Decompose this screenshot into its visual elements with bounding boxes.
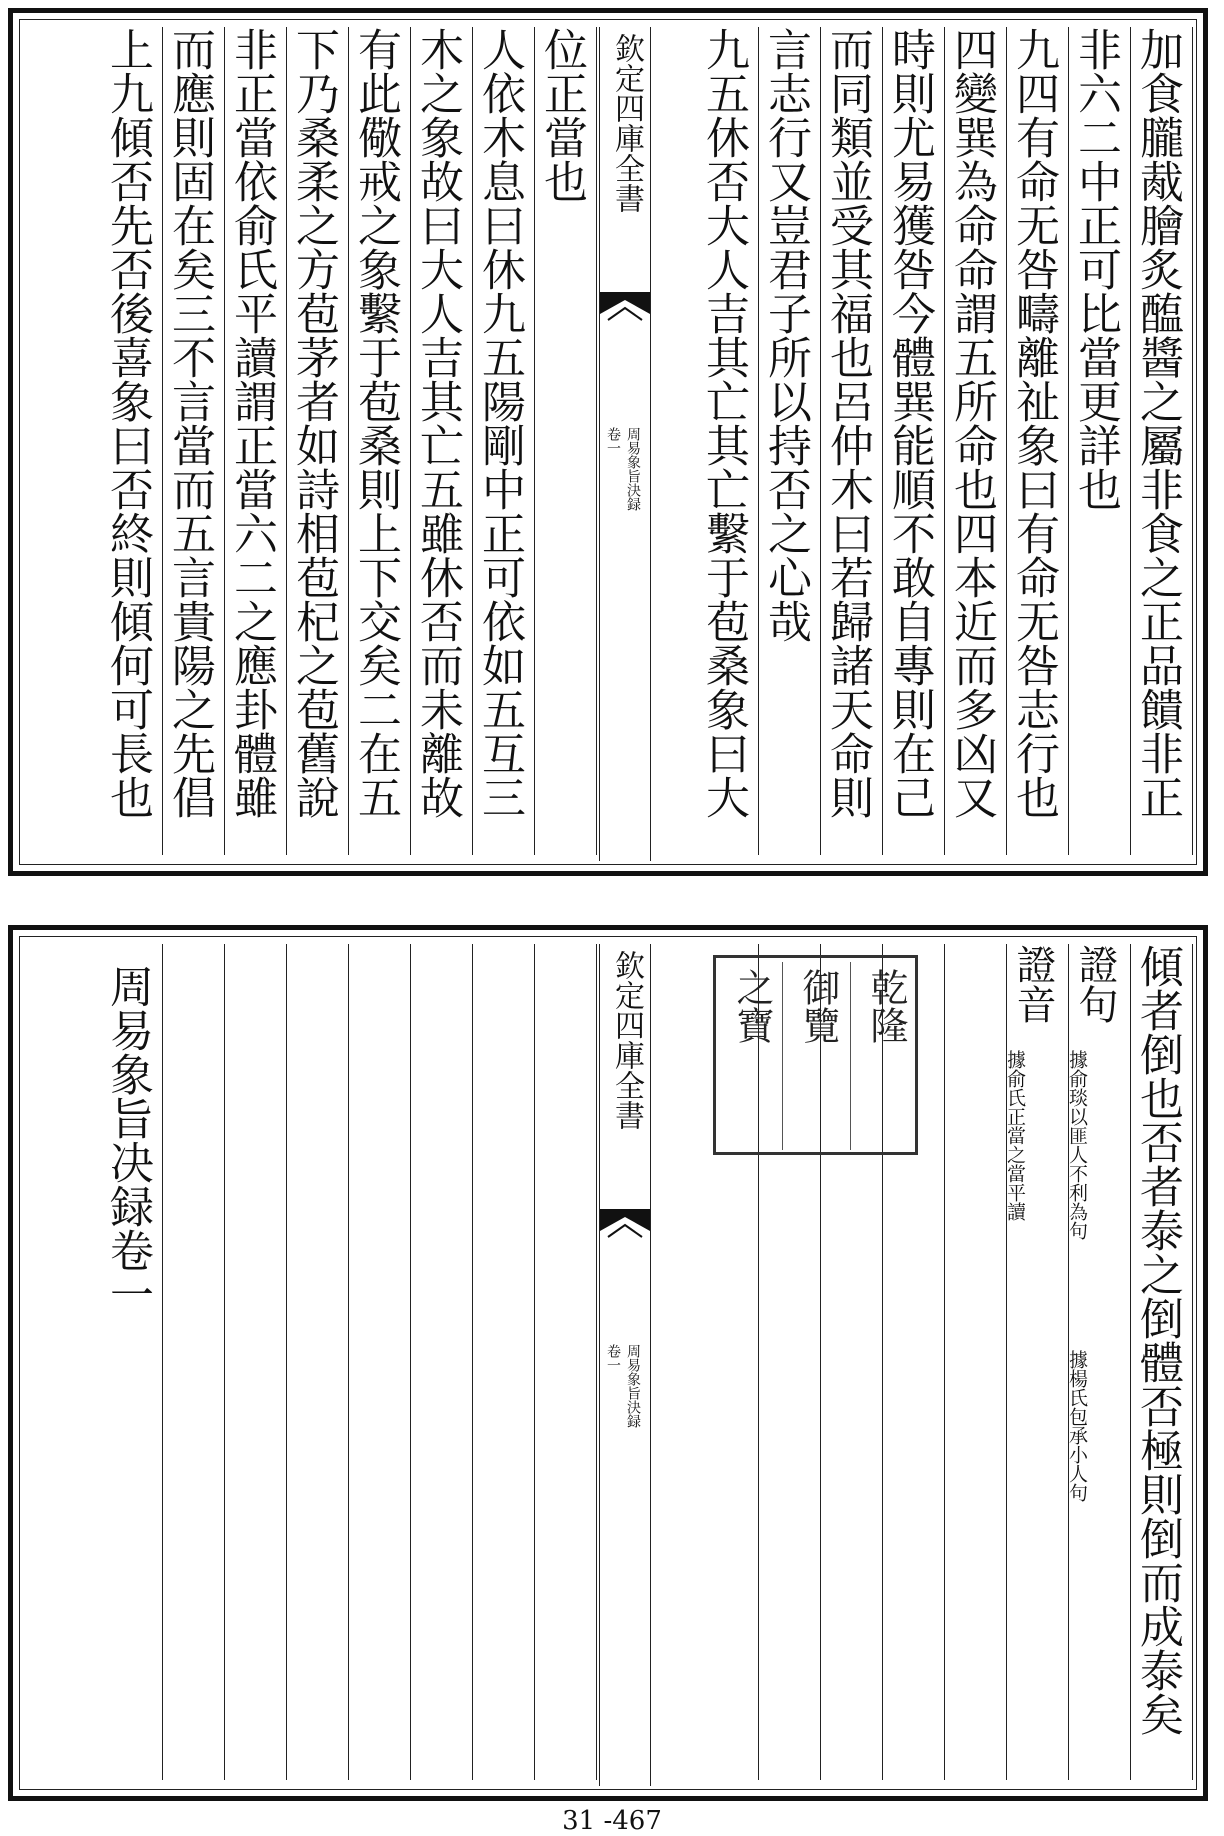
- seal-text: 之寶: [730, 968, 774, 1044]
- empty-column: [403, 944, 473, 1780]
- text-column-8: 九五休否大人吉其亡其亡繫于苞桑象曰大: [689, 27, 759, 855]
- empty-column: [465, 944, 535, 1780]
- annotation-note-a: 據俞琰以匪人不利為句: [1066, 1050, 1088, 1240]
- empty-column: [155, 944, 225, 1780]
- text-column-7: 言志行又豈君子所以持否之心哉: [751, 27, 821, 855]
- fish-tail-mark-icon: [600, 292, 650, 342]
- annotation-note-c: 據俞氏正當之當平讀: [1004, 1050, 1026, 1221]
- page-number: 31 -467: [562, 1806, 662, 1836]
- book-title-label: 周易象旨決録: [625, 427, 641, 511]
- empty-column: [279, 944, 349, 1780]
- text-column-14: 非正當依俞氏平讀謂正當六二之應卦體雖: [217, 27, 287, 855]
- text-column-5: 時則尤易獲咎今體巽能順不敢自專則在己: [875, 27, 945, 855]
- volume-label: 卷一: [605, 427, 621, 455]
- text-column-2: 非六二中正可比當更詳也: [1061, 27, 1131, 855]
- text-column-6: 而同類並受其福也呂仲木曰若歸諸天命則: [813, 27, 883, 855]
- text-column-15: 而應則固在矣三不言當而五言貴陽之先倡: [155, 27, 225, 855]
- text-column-12: 有此儆戒之象繫于苞桑則上下交矣二在五: [341, 27, 411, 855]
- text-column-11: 木之象故曰大人吉其亡五雖休否而未離故: [403, 27, 473, 855]
- text-column-10: 人依木息曰休九五陽剛中正可依如五互三: [465, 27, 535, 855]
- text-column-1: 加食朧胾膾炙醢醬之屬非食之正品饋非正: [1123, 27, 1193, 855]
- center-fold: [599, 27, 651, 861]
- library-label: 欽定四庫全書: [609, 950, 644, 1130]
- book-title-label: 周易象旨決録: [625, 1344, 641, 1428]
- text-column-13: 下乃桑柔之方苞茅者如詩相苞杞之苞舊說: [279, 27, 349, 855]
- text-column-16: 上九傾否先否後喜象曰否終則傾何可長也: [93, 27, 163, 855]
- empty-column: [527, 944, 597, 1780]
- upper-document-page: [8, 8, 1208, 876]
- center-fold: [599, 944, 651, 1786]
- annotation-note-b: 據楊氏包承小人句: [1066, 1350, 1088, 1502]
- library-label: 欽定四庫全書: [609, 33, 644, 213]
- seal-text: 御覽: [796, 968, 840, 1044]
- annotation-head: 證音: [1010, 944, 1056, 1024]
- imperial-seal: [713, 955, 918, 1155]
- annotation-head: 證句: [1072, 944, 1118, 1024]
- empty-column: [217, 944, 287, 1780]
- empty-column: [937, 944, 1007, 1780]
- text-column-4: 四變巽為命命謂五所命也四本近而多凶又: [937, 27, 1007, 855]
- text-column-9: 位正當也: [527, 27, 597, 855]
- text-column-1: 傾者倒也否者泰之倒體否極則倒而成泰矣: [1123, 944, 1193, 1780]
- lower-document-page: [8, 925, 1208, 1801]
- text-column-3: 九四有命无咎疇離祉象曰有命无咎志行也: [999, 27, 1069, 855]
- volume-label: 卷一: [605, 1344, 621, 1372]
- seal-text: 乾隆: [864, 968, 908, 1044]
- empty-column: [341, 944, 411, 1780]
- volume-end-title: 周易象旨决録卷一: [93, 944, 163, 1780]
- fish-tail-mark-icon: [600, 1209, 650, 1259]
